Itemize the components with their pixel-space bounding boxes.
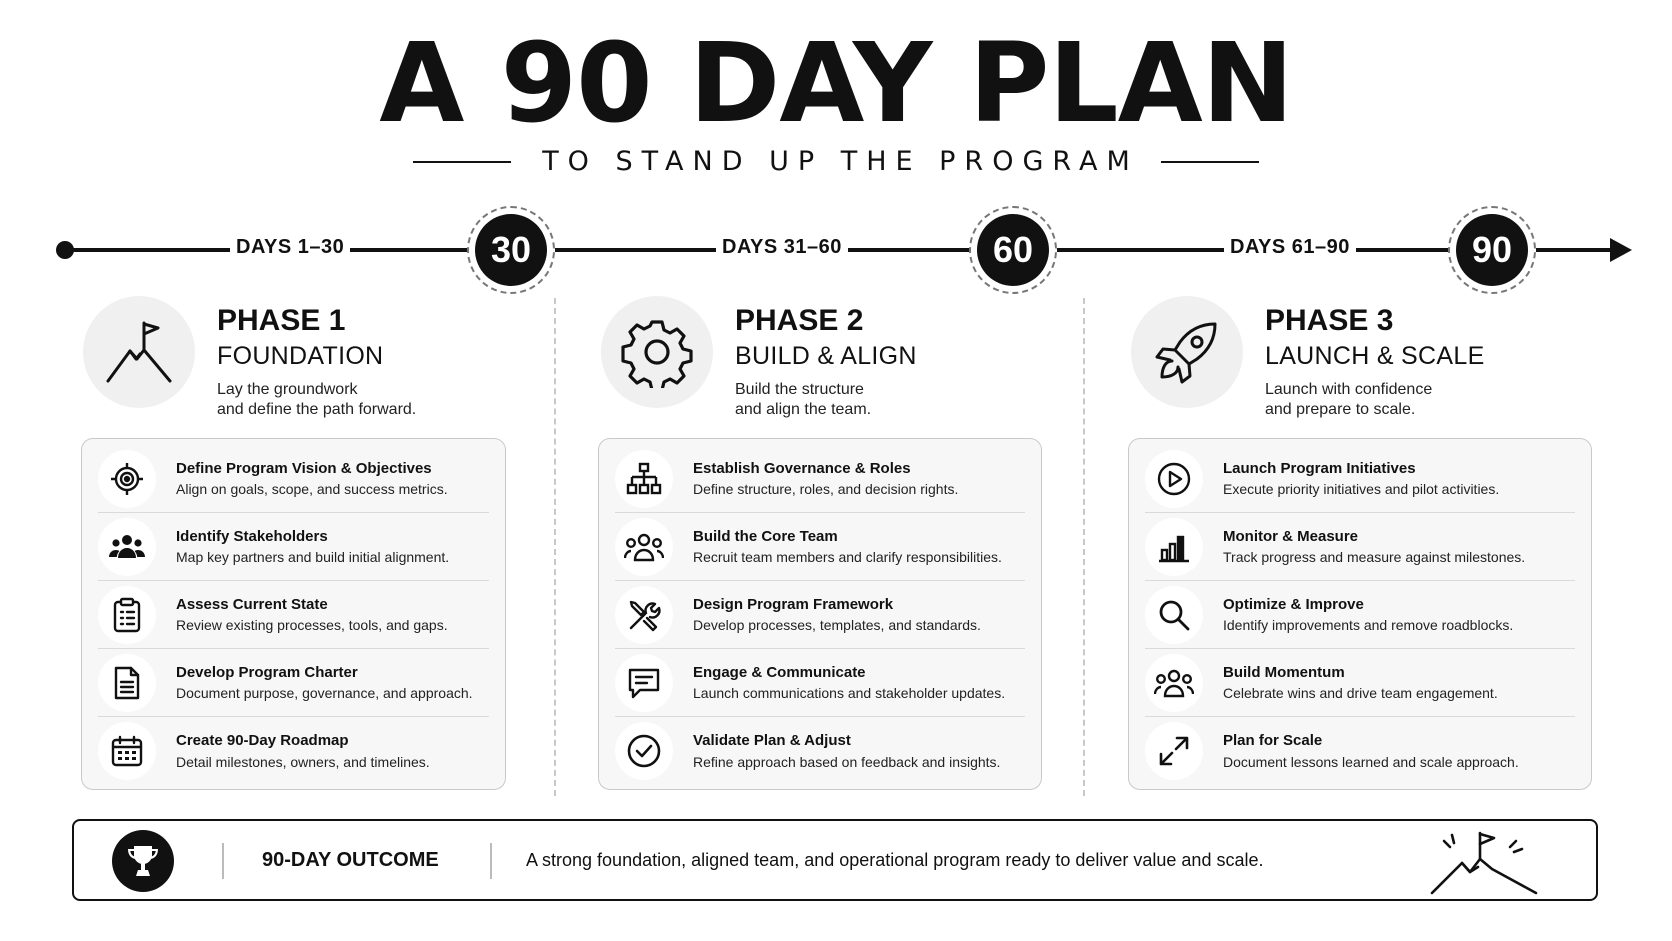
item-title: Plan for Scale [1223, 732, 1323, 750]
phase-1-card [81, 438, 506, 790]
subtitle-row [0, 146, 1672, 177]
phase-3-description: Launch with confidence and prepare to scale. [1265, 381, 1433, 418]
item-description: Execute priority initiatives and pilot activities. [1223, 481, 1500, 498]
list-item [615, 581, 1025, 649]
list-item [98, 649, 489, 717]
list-item [615, 445, 1025, 513]
timeline [0, 205, 1672, 295]
milestone-90-label: 90 [1456, 214, 1528, 286]
list-item [98, 581, 489, 649]
list-item [1145, 513, 1575, 581]
item-title: Identify Stakeholders [176, 527, 328, 545]
item-title: Assess Current State [176, 595, 328, 613]
timeline-segment-3: DAYS 61–90 [1224, 236, 1356, 259]
org-chart-icon [615, 450, 673, 508]
expand-icon [1145, 722, 1203, 780]
mountain-flag-icon [83, 296, 195, 408]
tools-icon [615, 586, 673, 644]
item-title: Establish Governance & Roles [693, 459, 911, 477]
item-description: Recruit team members and clarify responsibilities. [693, 549, 1002, 566]
list-item [1145, 581, 1575, 649]
list-item [615, 649, 1025, 717]
document-icon [98, 654, 156, 712]
list-item [615, 717, 1025, 785]
timeline-arrow-icon [1610, 238, 1632, 262]
item-description: Identify improvements and remove roadblocks. [1223, 617, 1514, 634]
item-title: Build Momentum [1223, 663, 1345, 681]
phase-divider-1 [554, 298, 556, 796]
outcome-text: A strong foundation, aligned team, and operational program ready to deliver value and scale. [526, 850, 1264, 870]
trophy-icon [112, 830, 174, 892]
item-description: Map key partners and build initial alignment. [176, 549, 450, 566]
item-title: Design Program Framework [693, 595, 894, 613]
milestone-30 [467, 206, 555, 294]
page-subtitle: TO STAND UP THE PROGRAM [542, 146, 1139, 177]
list-item [1145, 445, 1575, 513]
calendar-icon [98, 722, 156, 780]
item-description: Detail milestones, owners, and timelines. [176, 753, 430, 770]
item-description: Track progress and measure against milestones. [1223, 549, 1526, 566]
phase-3-number: PHASE 3 [1265, 304, 1394, 337]
mountain-flag-icon [1428, 829, 1540, 900]
list-item [98, 717, 489, 785]
milestone-90 [1448, 206, 1536, 294]
phase-1-description: Lay the groundwork and define the path forward. [217, 381, 417, 418]
timeline-start-dot [56, 241, 74, 259]
phase-2-card [598, 438, 1042, 790]
phase-3-card [1128, 438, 1592, 790]
list-item [615, 513, 1025, 581]
check-circle-icon [615, 722, 673, 780]
team-icon [615, 518, 673, 576]
subtitle-rule-left [413, 161, 511, 163]
phase-2-number: PHASE 2 [735, 304, 864, 337]
item-title: Engage & Communicate [693, 663, 866, 681]
clipboard-icon [98, 586, 156, 644]
gear-icon [601, 296, 713, 408]
list-item [98, 513, 489, 581]
list-item [1145, 717, 1575, 785]
item-description: Review existing processes, tools, and gaps. [176, 617, 448, 634]
phase-divider-2 [1083, 298, 1085, 796]
item-title: Launch Program Initiatives [1223, 459, 1416, 477]
magnifier-icon [1145, 586, 1203, 644]
phase-3-name: LAUNCH & SCALE [1265, 342, 1485, 370]
item-description: Develop processes, templates, and standards. [693, 617, 981, 634]
phase-1-name: FOUNDATION [217, 342, 384, 370]
timeline-segment-2: DAYS 31–60 [716, 236, 848, 259]
milestone-30-label: 30 [475, 214, 547, 286]
item-description: Refine approach based on feedback and insights. [693, 753, 1001, 770]
group-icon [1145, 654, 1203, 712]
timeline-segment-1: DAYS 1–30 [230, 236, 350, 259]
phase-1-number: PHASE 1 [217, 304, 346, 337]
outcome-separator-2 [490, 843, 492, 879]
page-title: A 90 DAY PLAN [379, 19, 1293, 147]
item-title: Monitor & Measure [1223, 527, 1359, 545]
bar-chart-icon [1145, 518, 1203, 576]
item-description: Document lessons learned and scale approach. [1223, 753, 1519, 770]
item-title: Build the Core Team [693, 527, 838, 545]
item-title: Optimize & Improve [1223, 595, 1364, 613]
phase-2-description: Build the structure and align the team. [735, 381, 872, 418]
milestone-60 [969, 206, 1057, 294]
item-title: Develop Program Charter [176, 663, 358, 681]
outcome-banner [72, 819, 1598, 901]
list-item [1145, 649, 1575, 717]
item-description: Document purpose, governance, and approach. [176, 685, 473, 702]
item-title: Define Program Vision & Objectives [176, 459, 432, 477]
rocket-icon [1131, 296, 1243, 408]
item-description: Launch communications and stakeholder updates. [693, 685, 1006, 702]
item-description: Align on goals, scope, and success metrics. [176, 481, 448, 498]
item-description: Define structure, roles, and decision rights. [693, 481, 959, 498]
target-icon [98, 450, 156, 508]
list-item [98, 445, 489, 513]
outcome-label: 90-DAY OUTCOME [262, 849, 439, 871]
item-title: Validate Plan & Adjust [693, 732, 851, 750]
phase-2-name: BUILD & ALIGN [735, 342, 917, 370]
play-icon [1145, 450, 1203, 508]
outcome-separator-1 [222, 843, 224, 879]
milestone-60-label: 60 [977, 214, 1049, 286]
item-description: Celebrate wins and drive team engagement. [1223, 685, 1498, 702]
item-title: Create 90-Day Roadmap [176, 732, 349, 750]
chat-icon [615, 654, 673, 712]
people-icon [98, 518, 156, 576]
subtitle-rule-right [1161, 161, 1259, 163]
